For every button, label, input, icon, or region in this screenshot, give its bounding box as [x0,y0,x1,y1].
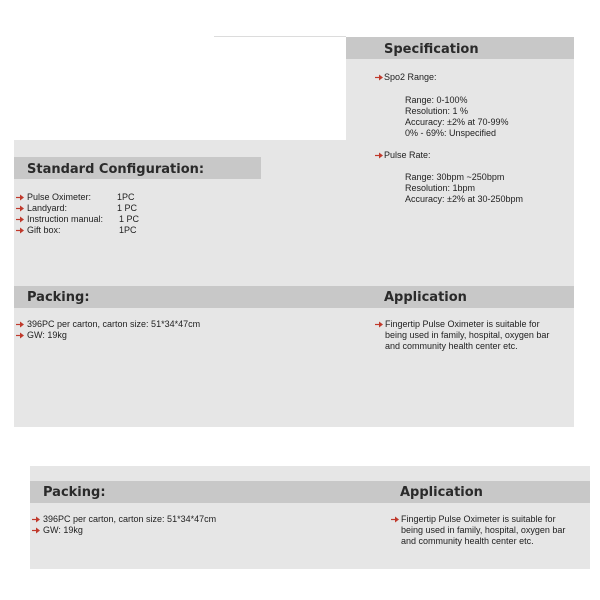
spec-title: Specification [384,42,479,57]
packing-line-2: 396PC per carton, carton size: 51*34*47cm [43,514,217,524]
arrow-icon [375,152,383,159]
config-item-qty: 1 PC [117,203,138,213]
config-item-name: Instruction manual: [27,214,104,224]
config-title: Standard Configuration: [27,162,205,177]
arrow-icon [375,321,383,328]
arrow-icon [16,194,24,201]
application-line-2: Fingertip Pulse Oximeter is suitable for [401,514,556,524]
pulse-label: Pulse Rate: [384,150,431,160]
packing-line: 396PC per carton, carton size: 51*34*47cm [27,319,201,329]
spo2-label: Spo2 Range: [384,72,437,82]
packing-line-2: GW: 19kg [43,525,83,535]
packing-title-2: Packing: [43,485,106,500]
application-line: Fingertip Pulse Oximeter is suitable for [385,319,540,329]
pulse-line: Accuracy: ±2% at 30-250bpm [405,194,523,204]
config-item-qty: 1PC [119,225,137,235]
arrow-icon [16,332,24,339]
config-item-name: Gift box: [27,225,61,235]
pulse-line: Range: 30bpm ~250bpm [405,172,505,182]
spo2-line: Accuracy: ±2% at 70-99% [405,117,509,127]
spo2-line: 0% - 69%: Unspecified [405,128,497,138]
arrow-icon [375,74,383,81]
arrow-icon [391,516,399,523]
packing-title: Packing: [27,290,90,305]
pulse-line: Resolution: 1bpm [405,183,476,193]
spo2-line: Resolution: 1 % [405,106,469,116]
config-item-name: Pulse Oximeter: [27,192,92,202]
application-line-2: being used in family, hospital, oxygen bar [401,525,566,535]
application-line: being used in family, hospital, oxygen bar [385,330,550,340]
arrow-icon [32,516,40,523]
arrow-icon [16,227,24,234]
arrow-icon [16,216,24,223]
arrow-icon [16,205,24,212]
config-item-qty: 1PC [117,192,135,202]
config-item-name: Landyard: [27,203,68,213]
config-item-qty: 1 PC [119,214,140,224]
arrow-icon [16,321,24,328]
packing-line: GW: 19kg [27,330,67,340]
spo2-line: Range: 0-100% [405,95,468,105]
arrow-icon [32,527,40,534]
packing-header-band-2 [30,481,590,503]
application-title: Application [384,290,467,305]
top-thin-rule [214,36,346,37]
upper-left-panel [14,140,347,427]
packing-header-band [14,286,574,308]
application-line-2: and community health center etc. [401,536,534,546]
application-title-2: Application [400,485,483,500]
application-line: and community health center etc. [385,341,518,351]
